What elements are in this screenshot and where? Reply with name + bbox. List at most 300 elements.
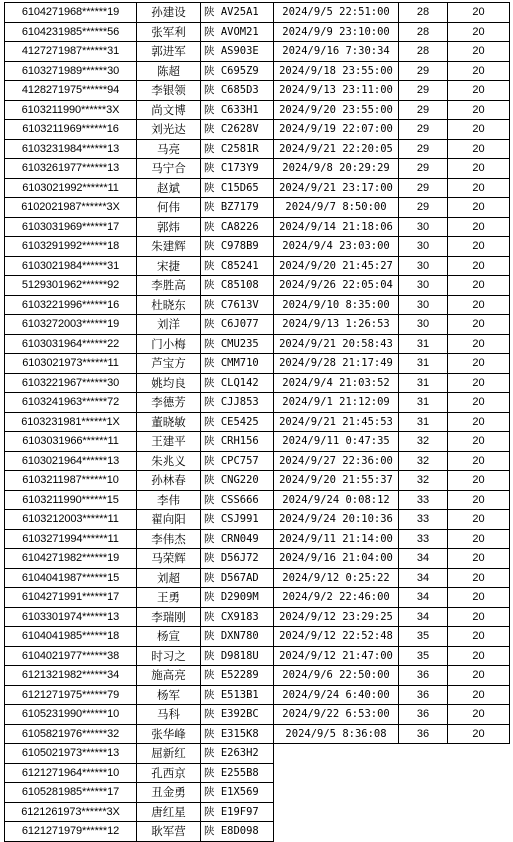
value-cell bbox=[448, 744, 510, 764]
plate-cell: 陕 CRH156 bbox=[201, 432, 274, 452]
table-row bbox=[5, 61, 510, 81]
id-number-cell: 6103231984******13 bbox=[5, 139, 137, 159]
name-cell: 李瑞刚 bbox=[137, 607, 201, 627]
plate-cell: 陕 C85241 bbox=[201, 256, 274, 276]
value-cell: 20 bbox=[448, 198, 510, 218]
time-cell: 2024/9/5 22:51:00 bbox=[274, 3, 399, 23]
name-cell: 芦宝方 bbox=[137, 354, 201, 374]
plate-cell: 陕 AVOM21 bbox=[201, 22, 274, 42]
value-cell: 20 bbox=[448, 685, 510, 705]
value-cell: 20 bbox=[448, 646, 510, 666]
value-cell: 20 bbox=[448, 295, 510, 315]
name-cell: 王勇 bbox=[137, 588, 201, 608]
name-cell: 姚均良 bbox=[137, 373, 201, 393]
table-row bbox=[5, 354, 510, 374]
id-number-cell: 6103301974******13 bbox=[5, 607, 137, 627]
table-row bbox=[5, 217, 510, 237]
time-cell: 2024/9/18 23:55:00 bbox=[274, 61, 399, 81]
id-number-cell: 6104021977******38 bbox=[5, 646, 137, 666]
id-number-cell: 6104041987******15 bbox=[5, 568, 137, 588]
time-cell: 2024/9/28 21:17:49 bbox=[274, 354, 399, 374]
id-number-cell: 6105231990******10 bbox=[5, 705, 137, 725]
table-row bbox=[5, 81, 510, 101]
name-cell: 李银领 bbox=[137, 81, 201, 101]
plate-cell: 陕 CJJ853 bbox=[201, 393, 274, 413]
count-cell: 34 bbox=[399, 607, 448, 627]
name-cell: 李胜高 bbox=[137, 276, 201, 296]
time-cell: 2024/9/16 21:04:00 bbox=[274, 549, 399, 569]
plate-cell: 陕 E255B8 bbox=[201, 763, 274, 783]
count-cell: 29 bbox=[399, 198, 448, 218]
value-cell: 20 bbox=[448, 237, 510, 257]
name-cell: 马宁合 bbox=[137, 159, 201, 179]
value-cell: 20 bbox=[448, 120, 510, 140]
name-cell: 张军利 bbox=[137, 22, 201, 42]
count-cell: 36 bbox=[399, 666, 448, 686]
table-row bbox=[5, 334, 510, 354]
table-row bbox=[5, 256, 510, 276]
name-cell: 孙建设 bbox=[137, 3, 201, 23]
id-number-cell: 6103261977******13 bbox=[5, 159, 137, 179]
value-cell: 20 bbox=[448, 139, 510, 159]
count-cell: 30 bbox=[399, 276, 448, 296]
time-cell: 2024/9/21 21:45:53 bbox=[274, 412, 399, 432]
count-cell: 31 bbox=[399, 412, 448, 432]
plate-cell: 陕 E263H2 bbox=[201, 744, 274, 764]
name-cell: 郭炜 bbox=[137, 217, 201, 237]
time-cell: 2024/9/11 21:14:00 bbox=[274, 529, 399, 549]
id-number-cell: 6121271975******79 bbox=[5, 685, 137, 705]
value-cell: 20 bbox=[448, 627, 510, 647]
plate-cell: 陕 AS903E bbox=[201, 42, 274, 62]
plate-cell: 陕 CE5425 bbox=[201, 412, 274, 432]
count-cell: 34 bbox=[399, 568, 448, 588]
time-cell: 2024/9/21 20:58:43 bbox=[274, 334, 399, 354]
value-cell: 20 bbox=[448, 178, 510, 198]
table-row bbox=[5, 471, 510, 491]
time-cell: 2024/9/8 20:29:29 bbox=[274, 159, 399, 179]
name-cell: 杨军 bbox=[137, 685, 201, 705]
plate-cell: 陕 CSS666 bbox=[201, 490, 274, 510]
value-cell: 20 bbox=[448, 315, 510, 335]
count-cell: 32 bbox=[399, 471, 448, 491]
value-cell bbox=[448, 802, 510, 822]
value-cell: 20 bbox=[448, 81, 510, 101]
table-row bbox=[5, 783, 510, 803]
time-cell: 2024/9/16 7:30:34 bbox=[274, 42, 399, 62]
name-cell: 翟向阳 bbox=[137, 510, 201, 530]
id-number-cell: 6103211990******15 bbox=[5, 490, 137, 510]
id-number-cell: 6103271994******11 bbox=[5, 529, 137, 549]
table-row bbox=[5, 159, 510, 179]
name-cell: 朱建辉 bbox=[137, 237, 201, 257]
id-number-cell: 5129301962******92 bbox=[5, 276, 137, 296]
count-cell: 29 bbox=[399, 100, 448, 120]
time-cell bbox=[274, 822, 399, 842]
value-cell: 20 bbox=[448, 256, 510, 276]
count-cell: 33 bbox=[399, 490, 448, 510]
id-number-cell: 6103221996******16 bbox=[5, 295, 137, 315]
id-number-cell: 6105281985******17 bbox=[5, 783, 137, 803]
table-row bbox=[5, 705, 510, 725]
value-cell: 20 bbox=[448, 22, 510, 42]
count-cell: 32 bbox=[399, 432, 448, 452]
plate-cell: 陕 C978B9 bbox=[201, 237, 274, 257]
plate-cell: 陕 C173Y9 bbox=[201, 159, 274, 179]
table-row bbox=[5, 802, 510, 822]
count-cell: 29 bbox=[399, 81, 448, 101]
records-table-body bbox=[5, 3, 510, 842]
table-row bbox=[5, 510, 510, 530]
value-cell: 20 bbox=[448, 393, 510, 413]
time-cell bbox=[274, 744, 399, 764]
records-table bbox=[4, 2, 510, 842]
table-row bbox=[5, 120, 510, 140]
id-number-cell: 6102021987******3X bbox=[5, 198, 137, 218]
id-number-cell: 6103272003******19 bbox=[5, 315, 137, 335]
name-cell: 丑金勇 bbox=[137, 783, 201, 803]
value-cell: 20 bbox=[448, 705, 510, 725]
time-cell: 2024/9/12 0:25:22 bbox=[274, 568, 399, 588]
plate-cell: 陕 C6J077 bbox=[201, 315, 274, 335]
table-row bbox=[5, 198, 510, 218]
value-cell: 20 bbox=[448, 42, 510, 62]
name-cell: 刘洋 bbox=[137, 315, 201, 335]
value-cell: 20 bbox=[448, 61, 510, 81]
value-cell: 20 bbox=[448, 373, 510, 393]
time-cell: 2024/9/26 22:05:04 bbox=[274, 276, 399, 296]
count-cell bbox=[399, 744, 448, 764]
name-cell: 屈新红 bbox=[137, 744, 201, 764]
id-number-cell: 6104231985******56 bbox=[5, 22, 137, 42]
count-cell: 29 bbox=[399, 120, 448, 140]
value-cell: 20 bbox=[448, 724, 510, 744]
plate-cell: 陕 E315K8 bbox=[201, 724, 274, 744]
id-number-cell: 6121271979******12 bbox=[5, 822, 137, 842]
count-cell: 32 bbox=[399, 451, 448, 471]
value-cell bbox=[448, 822, 510, 842]
id-number-cell: 4128271975******94 bbox=[5, 81, 137, 101]
id-number-cell: 6103031969******17 bbox=[5, 217, 137, 237]
count-cell: 30 bbox=[399, 315, 448, 335]
table-row bbox=[5, 549, 510, 569]
time-cell: 2024/9/1 21:12:09 bbox=[274, 393, 399, 413]
value-cell: 20 bbox=[448, 334, 510, 354]
time-cell: 2024/9/11 0:47:35 bbox=[274, 432, 399, 452]
count-cell: 29 bbox=[399, 139, 448, 159]
id-number-cell: 6105021973******13 bbox=[5, 744, 137, 764]
count-cell: 36 bbox=[399, 705, 448, 725]
time-cell bbox=[274, 763, 399, 783]
name-cell: 马科 bbox=[137, 705, 201, 725]
id-number-cell: 6103021973******11 bbox=[5, 354, 137, 374]
id-number-cell: 6104271968******19 bbox=[5, 3, 137, 23]
table-row bbox=[5, 42, 510, 62]
value-cell: 20 bbox=[448, 471, 510, 491]
table-row bbox=[5, 139, 510, 159]
plate-cell: 陕 AV25A1 bbox=[201, 3, 274, 23]
id-number-cell: 6121271964******10 bbox=[5, 763, 137, 783]
id-number-cell: 6103211969******16 bbox=[5, 120, 137, 140]
name-cell: 孔西京 bbox=[137, 763, 201, 783]
id-number-cell: 6121261973******3X bbox=[5, 802, 137, 822]
table-row bbox=[5, 763, 510, 783]
time-cell: 2024/9/4 23:03:00 bbox=[274, 237, 399, 257]
table-row bbox=[5, 568, 510, 588]
id-number-cell: 6105821976******32 bbox=[5, 724, 137, 744]
name-cell: 赵斌 bbox=[137, 178, 201, 198]
name-cell: 郭进军 bbox=[137, 42, 201, 62]
plate-cell: 陕 C2581R bbox=[201, 139, 274, 159]
name-cell: 唐红星 bbox=[137, 802, 201, 822]
plate-cell: 陕 CPC757 bbox=[201, 451, 274, 471]
plate-cell: 陕 CA8226 bbox=[201, 217, 274, 237]
plate-cell: 陕 CNG220 bbox=[201, 471, 274, 491]
id-number-cell: 6103221967******30 bbox=[5, 373, 137, 393]
count-cell: 28 bbox=[399, 3, 448, 23]
name-cell: 朱兆义 bbox=[137, 451, 201, 471]
id-number-cell: 6103031966******11 bbox=[5, 432, 137, 452]
plate-cell: 陕 C85108 bbox=[201, 276, 274, 296]
id-number-cell: 6103212003******11 bbox=[5, 510, 137, 530]
id-number-cell: 6103021992******11 bbox=[5, 178, 137, 198]
plate-cell: 陕 D567AD bbox=[201, 568, 274, 588]
table-row bbox=[5, 295, 510, 315]
time-cell: 2024/9/6 22:50:00 bbox=[274, 666, 399, 686]
name-cell: 孙林春 bbox=[137, 471, 201, 491]
time-cell: 2024/9/12 22:52:48 bbox=[274, 627, 399, 647]
count-cell: 29 bbox=[399, 61, 448, 81]
time-cell: 2024/9/21 22:20:05 bbox=[274, 139, 399, 159]
time-cell: 2024/9/24 6:40:00 bbox=[274, 685, 399, 705]
count-cell bbox=[399, 783, 448, 803]
name-cell: 施高亮 bbox=[137, 666, 201, 686]
value-cell: 20 bbox=[448, 217, 510, 237]
name-cell: 马亮 bbox=[137, 139, 201, 159]
time-cell: 2024/9/12 23:29:25 bbox=[274, 607, 399, 627]
count-cell bbox=[399, 763, 448, 783]
plate-cell: 陕 E52289 bbox=[201, 666, 274, 686]
id-number-cell: 6103271989******30 bbox=[5, 61, 137, 81]
time-cell: 2024/9/24 20:10:36 bbox=[274, 510, 399, 530]
records-sheet bbox=[4, 2, 510, 842]
value-cell: 20 bbox=[448, 3, 510, 23]
plate-cell: 陕 D56J72 bbox=[201, 549, 274, 569]
plate-cell: 陕 CRN049 bbox=[201, 529, 274, 549]
plate-cell: 陕 BZ7179 bbox=[201, 198, 274, 218]
count-cell: 31 bbox=[399, 334, 448, 354]
id-number-cell: 4127271987******31 bbox=[5, 42, 137, 62]
name-cell: 时习之 bbox=[137, 646, 201, 666]
name-cell: 何伟 bbox=[137, 198, 201, 218]
plate-cell: 陕 C695Z9 bbox=[201, 61, 274, 81]
plate-cell: 陕 E392BC bbox=[201, 705, 274, 725]
name-cell: 刘光达 bbox=[137, 120, 201, 140]
plate-cell: 陕 D9818U bbox=[201, 646, 274, 666]
name-cell: 刘超 bbox=[137, 568, 201, 588]
time-cell: 2024/9/22 6:53:00 bbox=[274, 705, 399, 725]
time-cell: 2024/9/20 21:45:27 bbox=[274, 256, 399, 276]
count-cell: 28 bbox=[399, 42, 448, 62]
time-cell: 2024/9/13 23:11:00 bbox=[274, 81, 399, 101]
table-row bbox=[5, 373, 510, 393]
plate-cell: 陕 CX9183 bbox=[201, 607, 274, 627]
plate-cell: 陕 E19F97 bbox=[201, 802, 274, 822]
count-cell: 28 bbox=[399, 22, 448, 42]
time-cell bbox=[274, 783, 399, 803]
id-number-cell: 6103021984******31 bbox=[5, 256, 137, 276]
plate-cell: 陕 CLQ142 bbox=[201, 373, 274, 393]
table-row bbox=[5, 432, 510, 452]
id-number-cell: 6103031964******22 bbox=[5, 334, 137, 354]
table-row bbox=[5, 529, 510, 549]
table-row bbox=[5, 393, 510, 413]
value-cell: 20 bbox=[448, 510, 510, 530]
value-cell bbox=[448, 783, 510, 803]
table-row bbox=[5, 822, 510, 842]
table-row bbox=[5, 744, 510, 764]
plate-cell: 陕 E8D098 bbox=[201, 822, 274, 842]
time-cell: 2024/9/20 21:55:37 bbox=[274, 471, 399, 491]
plate-cell: 陕 E513B1 bbox=[201, 685, 274, 705]
time-cell: 2024/9/14 21:18:06 bbox=[274, 217, 399, 237]
plate-cell: 陕 C2628V bbox=[201, 120, 274, 140]
id-number-cell: 6104271991******17 bbox=[5, 588, 137, 608]
table-row bbox=[5, 3, 510, 23]
plate-cell: 陕 E1X569 bbox=[201, 783, 274, 803]
table-row bbox=[5, 276, 510, 296]
count-cell: 36 bbox=[399, 685, 448, 705]
table-row bbox=[5, 100, 510, 120]
name-cell: 李德芳 bbox=[137, 393, 201, 413]
value-cell: 20 bbox=[448, 568, 510, 588]
value-cell: 20 bbox=[448, 451, 510, 471]
name-cell: 董晓敏 bbox=[137, 412, 201, 432]
count-cell bbox=[399, 802, 448, 822]
value-cell: 20 bbox=[448, 529, 510, 549]
id-number-cell: 6104041985******18 bbox=[5, 627, 137, 647]
plate-cell: 陕 CMM710 bbox=[201, 354, 274, 374]
time-cell: 2024/9/12 21:47:00 bbox=[274, 646, 399, 666]
count-cell: 29 bbox=[399, 178, 448, 198]
plate-cell: 陕 CSJ991 bbox=[201, 510, 274, 530]
table-row bbox=[5, 490, 510, 510]
value-cell: 20 bbox=[448, 354, 510, 374]
time-cell bbox=[274, 802, 399, 822]
name-cell: 王建平 bbox=[137, 432, 201, 452]
time-cell: 2024/9/7 8:50:00 bbox=[274, 198, 399, 218]
count-cell: 30 bbox=[399, 295, 448, 315]
time-cell: 2024/9/19 22:07:00 bbox=[274, 120, 399, 140]
table-row bbox=[5, 607, 510, 627]
value-cell: 20 bbox=[448, 159, 510, 179]
id-number-cell: 6104271982******19 bbox=[5, 549, 137, 569]
table-row bbox=[5, 588, 510, 608]
table-row bbox=[5, 666, 510, 686]
value-cell bbox=[448, 763, 510, 783]
value-cell: 20 bbox=[448, 549, 510, 569]
count-cell: 30 bbox=[399, 217, 448, 237]
count-cell: 35 bbox=[399, 646, 448, 666]
count-cell: 33 bbox=[399, 510, 448, 530]
name-cell: 李伟杰 bbox=[137, 529, 201, 549]
id-number-cell: 6103241963******72 bbox=[5, 393, 137, 413]
time-cell: 2024/9/10 8:35:00 bbox=[274, 295, 399, 315]
value-cell: 20 bbox=[448, 100, 510, 120]
plate-cell: 陕 D2909M bbox=[201, 588, 274, 608]
count-cell: 30 bbox=[399, 237, 448, 257]
table-row bbox=[5, 627, 510, 647]
table-row bbox=[5, 724, 510, 744]
table-row bbox=[5, 451, 510, 471]
count-cell: 36 bbox=[399, 724, 448, 744]
time-cell: 2024/9/2 22:46:00 bbox=[274, 588, 399, 608]
count-cell: 31 bbox=[399, 373, 448, 393]
time-cell: 2024/9/5 8:36:08 bbox=[274, 724, 399, 744]
value-cell: 20 bbox=[448, 588, 510, 608]
name-cell: 马荣辉 bbox=[137, 549, 201, 569]
id-number-cell: 6103021964******13 bbox=[5, 451, 137, 471]
plate-cell: 陕 C7613V bbox=[201, 295, 274, 315]
plate-cell: 陕 C15D65 bbox=[201, 178, 274, 198]
value-cell: 20 bbox=[448, 432, 510, 452]
name-cell: 杨宣 bbox=[137, 627, 201, 647]
name-cell: 杜晓东 bbox=[137, 295, 201, 315]
name-cell: 尚文博 bbox=[137, 100, 201, 120]
table-row bbox=[5, 412, 510, 432]
time-cell: 2024/9/9 23:10:00 bbox=[274, 22, 399, 42]
name-cell: 陈超 bbox=[137, 61, 201, 81]
table-row bbox=[5, 237, 510, 257]
id-number-cell: 6103291992******18 bbox=[5, 237, 137, 257]
plate-cell: 陕 C685D3 bbox=[201, 81, 274, 101]
value-cell: 20 bbox=[448, 412, 510, 432]
value-cell: 20 bbox=[448, 490, 510, 510]
table-row bbox=[5, 646, 510, 666]
table-row bbox=[5, 315, 510, 335]
count-cell bbox=[399, 822, 448, 842]
count-cell: 30 bbox=[399, 256, 448, 276]
id-number-cell: 6103211987******10 bbox=[5, 471, 137, 491]
id-number-cell: 6103211990******3X bbox=[5, 100, 137, 120]
count-cell: 31 bbox=[399, 393, 448, 413]
plate-cell: 陕 DXN780 bbox=[201, 627, 274, 647]
table-row bbox=[5, 22, 510, 42]
time-cell: 2024/9/27 22:36:00 bbox=[274, 451, 399, 471]
count-cell: 33 bbox=[399, 529, 448, 549]
count-cell: 34 bbox=[399, 588, 448, 608]
name-cell: 耿军营 bbox=[137, 822, 201, 842]
time-cell: 2024/9/4 21:03:52 bbox=[274, 373, 399, 393]
time-cell: 2024/9/20 23:55:00 bbox=[274, 100, 399, 120]
id-number-cell: 6103231981******1X bbox=[5, 412, 137, 432]
table-row bbox=[5, 178, 510, 198]
count-cell: 29 bbox=[399, 159, 448, 179]
count-cell: 35 bbox=[399, 627, 448, 647]
count-cell: 31 bbox=[399, 354, 448, 374]
name-cell: 门小梅 bbox=[137, 334, 201, 354]
name-cell: 李伟 bbox=[137, 490, 201, 510]
value-cell: 20 bbox=[448, 276, 510, 296]
time-cell: 2024/9/13 1:26:53 bbox=[274, 315, 399, 335]
id-number-cell: 6121321982******34 bbox=[5, 666, 137, 686]
plate-cell: 陕 CMU235 bbox=[201, 334, 274, 354]
count-cell: 34 bbox=[399, 549, 448, 569]
time-cell: 2024/9/21 23:17:00 bbox=[274, 178, 399, 198]
table-row bbox=[5, 685, 510, 705]
value-cell: 20 bbox=[448, 607, 510, 627]
plate-cell: 陕 C633H1 bbox=[201, 100, 274, 120]
